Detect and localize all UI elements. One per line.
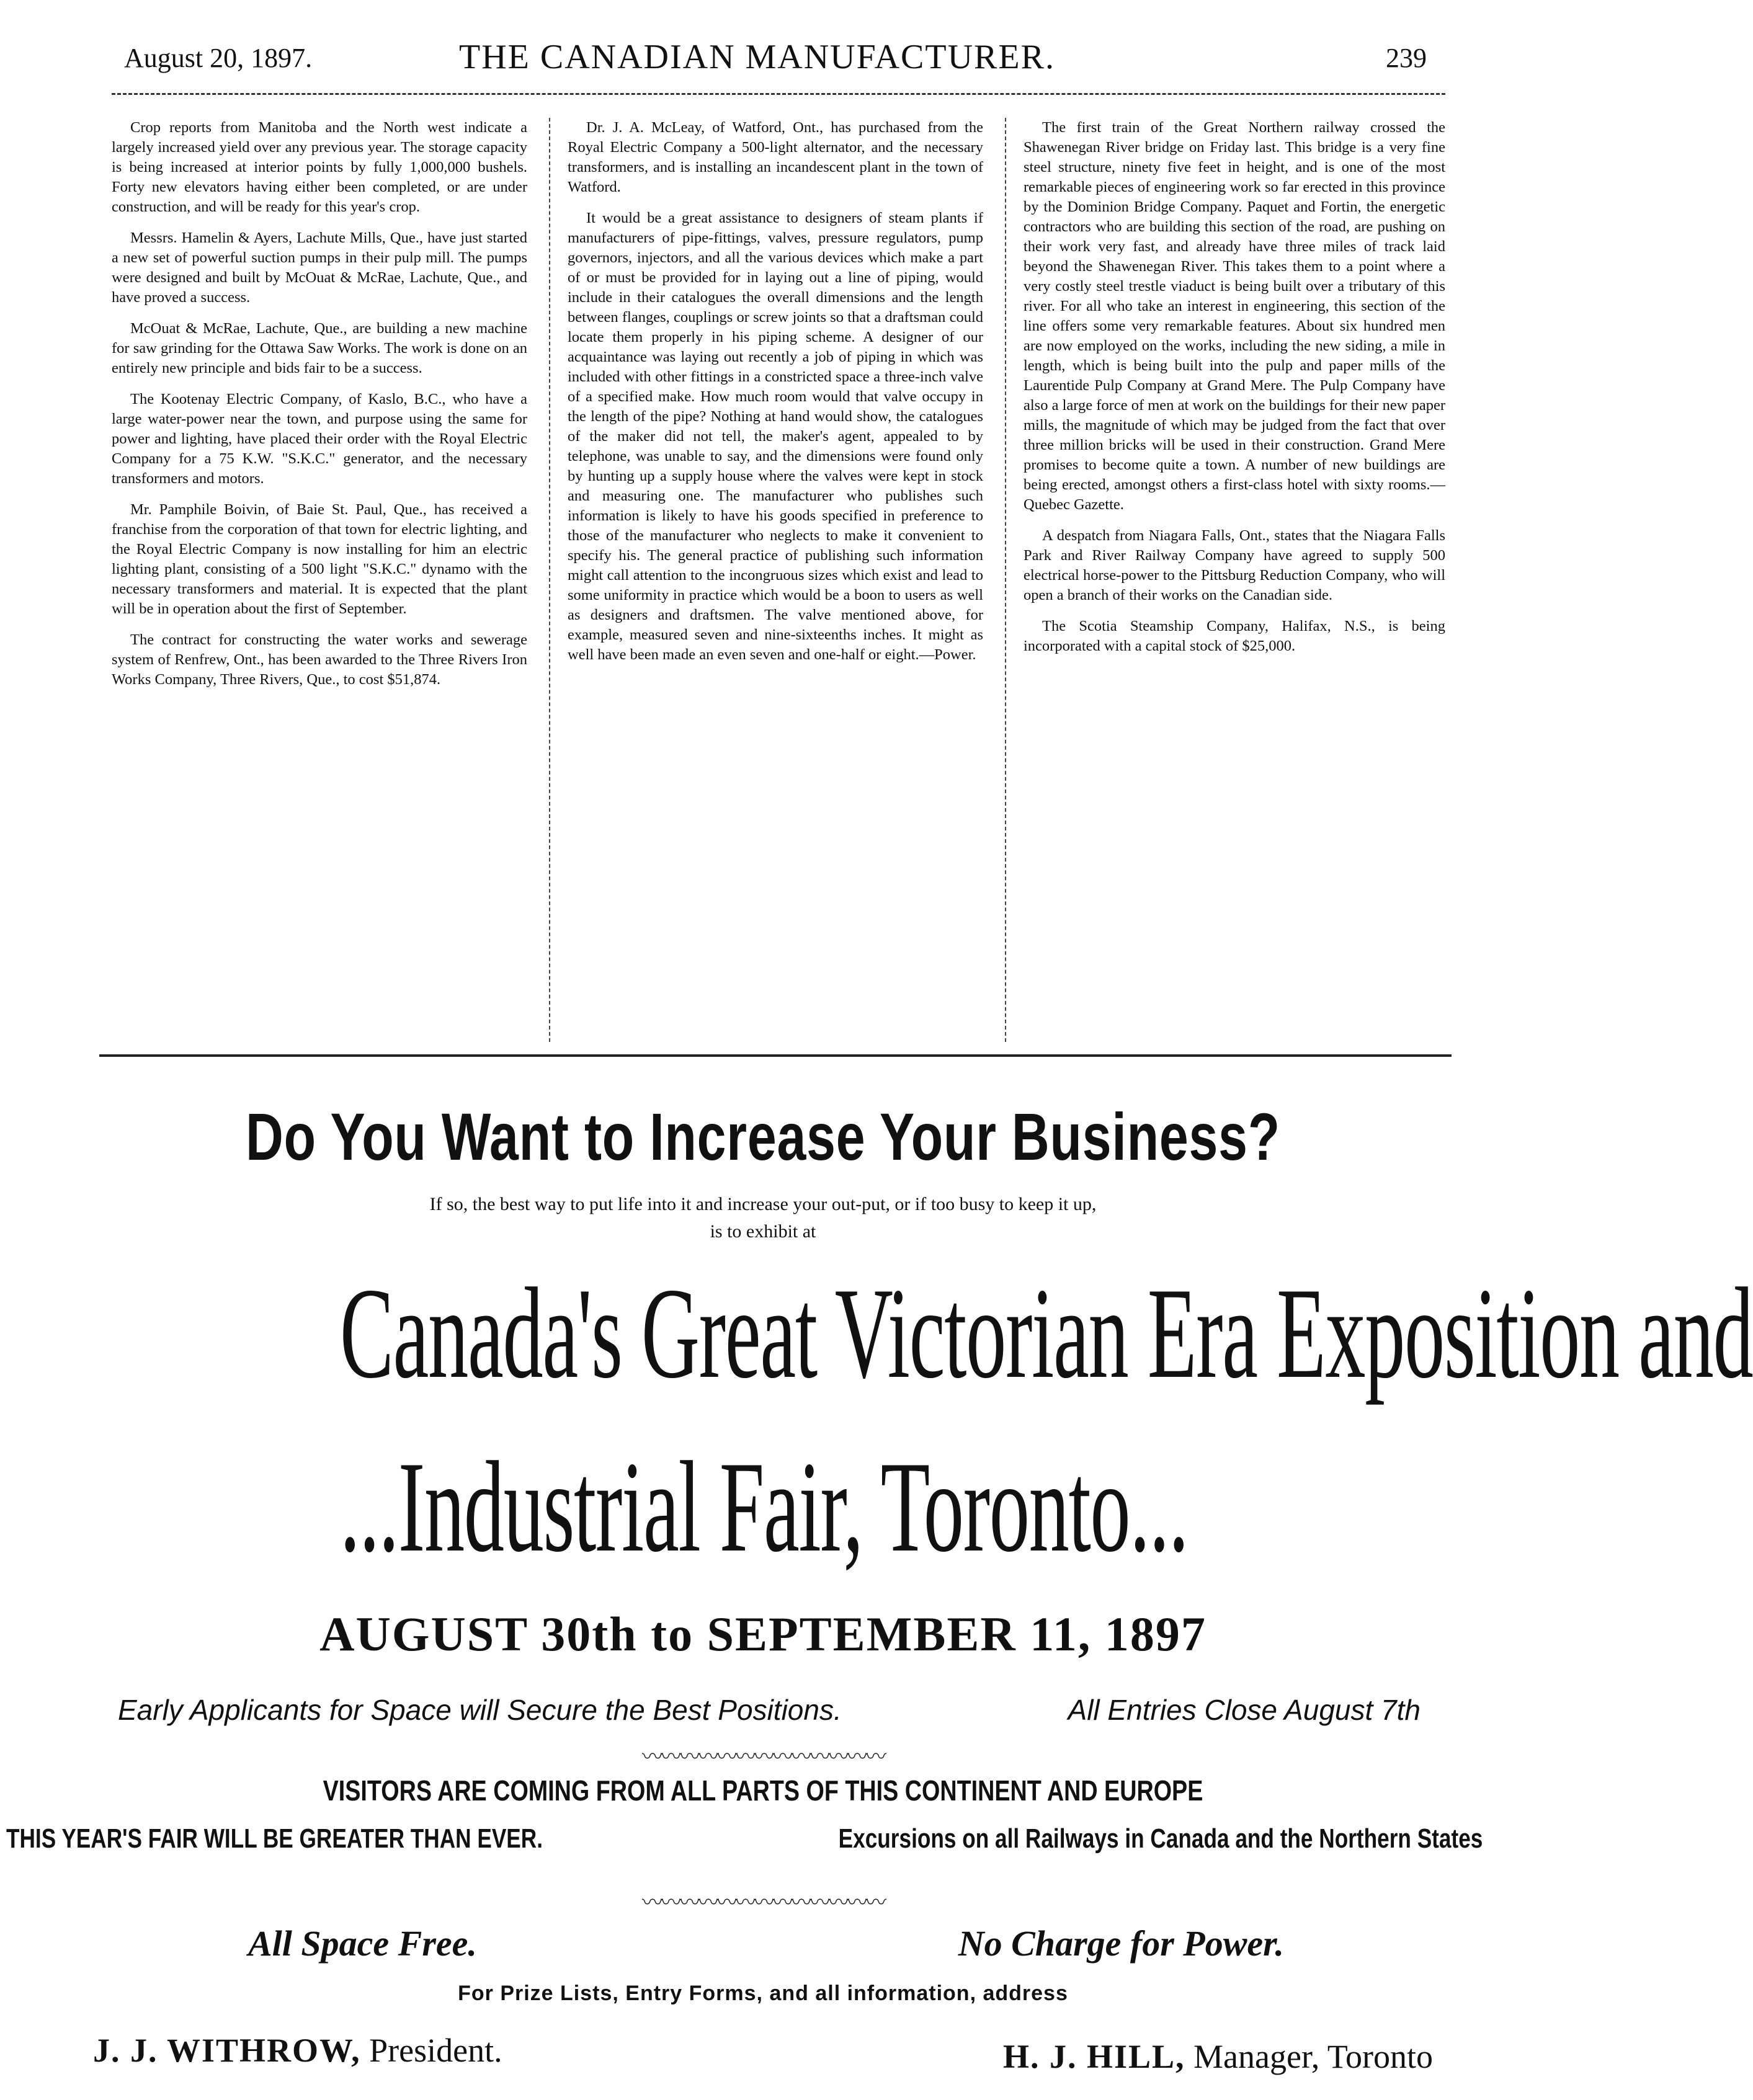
article: A despatch from Niagara Falls, Ont., states that the Niagara Falls Park and River Railway Company have agreed to supply 500 electrical horse-power to the Pittsburg Reduction Company, who will open a branch of their works on the Canadian side. (1024, 527, 1445, 603)
ad-greater: THIS YEAR'S FAIR WILL BE GREATER THAN EVER. (6, 1823, 543, 1854)
ad-exposition-title: Canada's Great Victorian Era Exposition and (340, 1261, 1753, 1405)
wavy-divider: 〰〰〰〰〰〰〰〰〰〰〰〰〰 (642, 1745, 884, 1769)
article: Mr. Pamphile Boivin, of Baie St. Paul, Que., has received a franchise from the corporation of that town for electric lighting, and the Royal Electric Company is now installing for him an electric lighting plant, consisting of a 500 light "S.K.C." dynamo with the necessary transformers and material. It is expected that the plant will be in operation about the first of September. (112, 501, 527, 617)
column-1 (112, 118, 527, 1042)
ad-subheadline (391, 1191, 1135, 1245)
president-name: J. J. WITHROW, (93, 2032, 361, 2069)
ad-entries-close: All Entries Close August 7th (1068, 1694, 1421, 1726)
article: Crop reports from Manitoba and the North west indicate a largely increased yield over any previous year. The storage capacity is being increased at interior points by fully 1,000,000 bushels. Forty new elevators having either been completed, or are under construction, and will be ready for this year's crop. (112, 119, 527, 215)
ad-excursions: Excursions on all Railways in Canada and the Northern States (838, 1823, 1483, 1854)
ad-headline: Do You Want to Increase Your Business? (246, 1099, 1280, 1174)
page-number: 239 (1386, 43, 1427, 73)
header-rule (112, 93, 1445, 95)
manager-name: H. J. HILL, (1002, 2038, 1185, 2075)
article: The Scotia Steamship Company, Halifax, N.S., is being incorporated with a capital stock of $25,000. (1024, 618, 1445, 654)
publication-title: THE CANADIAN MANUFACTURER. (459, 38, 1055, 76)
article: It would be a great assistance to designers of steam plants if manufacturers of pipe-fittings, valves, pressure regulators, pump governors, injectors, and all the various devices which make a part of or must be provided for in laying out a line of piping, would include in their catalogues the overall dimensions and the length between flanges, couplings or screw joints so that a draftsman could locate them properly in his piping scheme. A designer of our acquaintance was laying out recently a job of piping in which was included with other fittings in a constricted space a three-inch valve of a specified make. How much room would that valve occupy in the length of the pipe? Nothing at hand would show, the catalogues of the maker did not tell, the maker's agent, appealed to by telephone, was unable to say, and the dimensions were found only by hunting up a supply house where the valves were kept in stock and measuring one. The manufacturer who publishes such information is likely to have his goods specified in preference to those of the manufacturer who neglects to make it convenient to specify his. The general practice of publishing such information might call attention to the incongruous sizes which exist and lead to some uniformity in practice which would be a boon to users as well as designers and draftsmen. The valve mentioned above, for example, measured seven and nine-sixteenths inches. It might as well have been made an even seven and one-half or eight.—Power. (568, 210, 983, 663)
ad-fair-title: ...Industrial Fair, Toronto... (340, 1435, 1189, 1579)
ad-early-applicants: Early Applicants for Space will Secure the Best Positions. (118, 1694, 842, 1726)
ad-visitors: VISITORS ARE COMING FROM ALL PARTS OF THIS CONTINENT AND EUROPE (323, 1774, 1203, 1807)
ad-prize-lists: For Prize Lists, Entry Forms, and all information, address (458, 1982, 1068, 2005)
column-divider (1005, 118, 1006, 1042)
page-header (124, 37, 1427, 87)
ad-manager (1003, 2037, 1433, 2076)
ad-president (93, 2031, 502, 2070)
article: The contract for constructing the water works and sewerage system of Renfrew, Ont., has been awarded to the Three Rivers Iron Works Company, Three Rivers, Que., to cost $51,874. (112, 631, 527, 688)
column-2 (568, 118, 983, 1042)
article: The first train of the Great Northern railway crossed the Shawenegan River bridge on Friday last. This bridge is a very fine steel structure, ninety five feet in height, and is one of the most remarkable pieces of engineering work so far erected in this province by the Dominion Bridge Company. Paquet and Fortin, the energetic contractors who are building this section of the road, are pushing on their work very fast, and already have three miles of track laid beyond the Shawenegan River. This takes them to a point where a very costly steel trestle viaduct is being built over a tributary of this river. For all who take an interest in engineering, this section of the line offers some very remarkable features. About six hundred men are now employed on the works, including the new siding, a mile in length, which is being built into the pulp and paper mills of the Laurentide Pulp Company at Grand Mere. The Pulp Company have also a large force of men at work on the buildings for their new paper mills, the magnitude of which may be judged from the fact that over three million bricks will be used in their construction. Grand Mere promises to become quite a town. A number of new buildings are being erected, amongst others a first-class hotel with sixty rooms.—Quebec Gazette. (1024, 119, 1445, 513)
article: McOuat & McRae, Lachute, Que., are building a new machine for saw grinding for the Ottawa Saw Works. The work is done on an entirely new principle and bids fair to be a success. (112, 320, 527, 376)
news-columns (112, 118, 1445, 1042)
column-divider (549, 118, 550, 1042)
article: The Kootenay Electric Company, of Kaslo, B.C., who have a large water-power near the town, and purpose using the same for power and lighting, have placed their order with the Royal Electric Company for a 75 K.W. "S.K.C." generator, and the necessary transformers and motors. (112, 391, 527, 487)
manager-title: Manager, Toronto (1193, 2038, 1433, 2075)
issue-date: August 20, 1897. (124, 43, 313, 73)
column-3 (1024, 118, 1445, 1042)
ad-sub-line: is to exhibit at (710, 1221, 816, 1242)
ad-no-charge: No Charge for Power. (958, 1923, 1284, 1964)
president-title: President. (369, 2032, 502, 2069)
ad-dates: AUGUST 30th to SEPTEMBER 11, 1897 (319, 1607, 1207, 1661)
wavy-divider: 〰〰〰〰〰〰〰〰〰〰〰〰〰 (642, 1890, 884, 1915)
section-rule (99, 1054, 1452, 1057)
article: Dr. J. A. McLeay, of Watford, Ont., has purchased from the Royal Electric Company a 500-light alternator, and the necessary transformers, and is installing an incandescent plant in the town of Watford. (568, 119, 983, 195)
article: Messrs. Hamelin & Ayers, Lachute Mills, Que., have just started a new set of powerful suction pumps in their pulp mill. The pumps were designed and built by McOuat & McRae, Lachute, Que., and have proved a success. (112, 229, 527, 306)
ad-space-free: All Space Free. (248, 1923, 477, 1964)
ad-sub-line: If so, the best way to put life into it and increase your out-put, or if too busy to keep it up, (429, 1194, 1097, 1214)
